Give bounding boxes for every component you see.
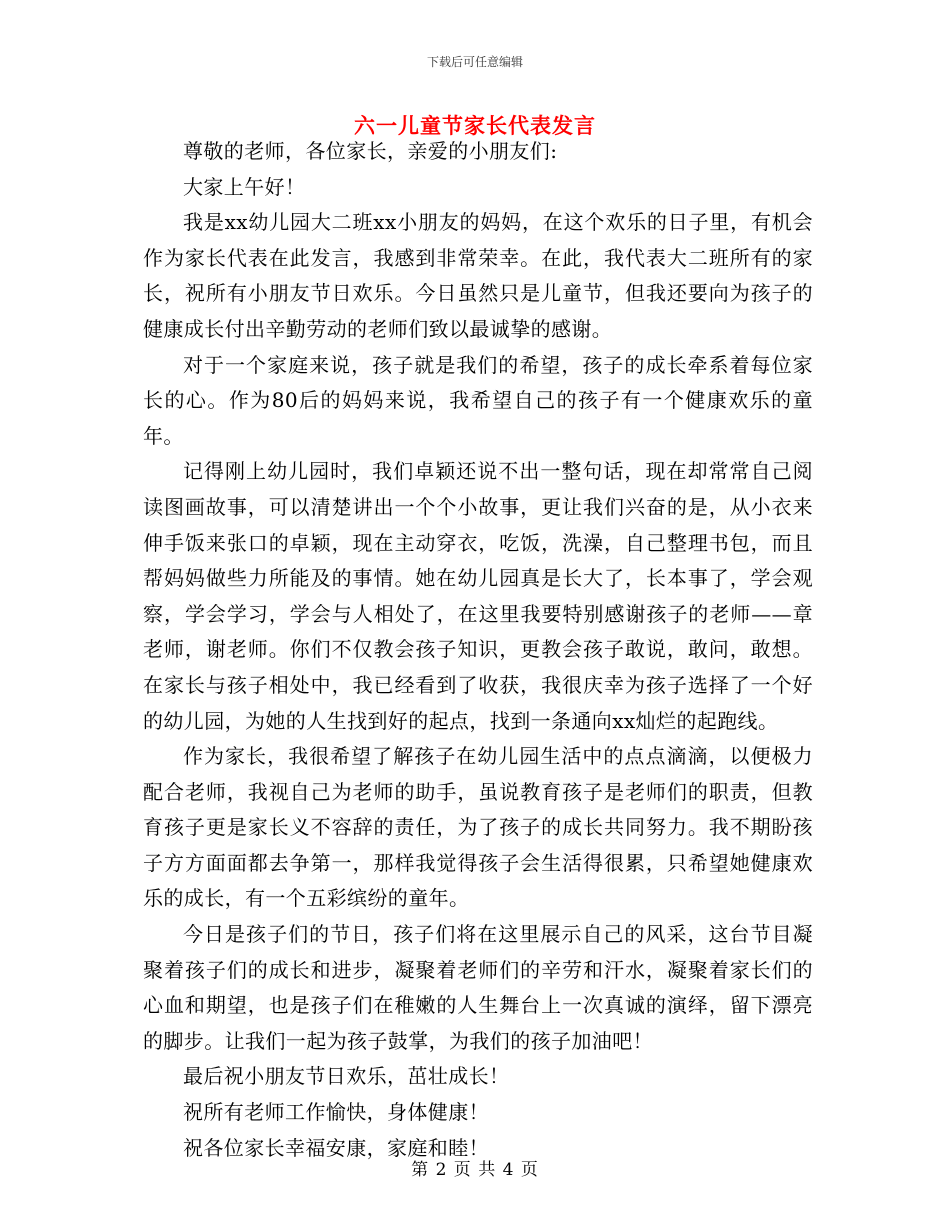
page-footer: 第 2 页 共 4 页 [411, 1160, 539, 1180]
document-title: 六一儿童节家长代表发言 [354, 114, 596, 138]
closing-wish-parents: 祝各位家长幸福安康，家庭和睦！ [183, 1135, 489, 1160]
family-paragraph: 对于一个家庭来说，孩子就是我们的希望，孩子的成长牵系着每位家长的心。作为80后的妈妈来说，我希望自己的孩子有一个健康欢乐的童年。 [143, 352, 813, 448]
festival-paragraph: 今日是孩子们的节日，孩子们将在这里展示自己的风采，这台节目凝聚着孩子们的成长和进步，凝聚着老师们的辛劳和汗水，凝聚着家长们的心血和期望，也是孩子们在稚嫩的人生舞台上一次真诚的演绎，留下漂亮的脚步。让我们一起为孩子鼓掌，为我们的孩子加油吧！ [143, 922, 813, 1053]
intro-paragraph: 我是xx幼儿园大二班xx小朋友的妈妈，在这个欢乐的日子里，有机会作为家长代表在此发言，我感到非常荣幸。在此，我代表大二班所有的家长，祝所有小朋友节日欢乐。今日虽然只是儿童节，但我还要向为孩子的健康成长付出辛勤劳动的老师们致以最诚挚的感谢。 [143, 210, 813, 341]
document-body [143, 134, 813, 1166]
parent-role-paragraph: 作为家长，我很希望了解孩子在幼儿园生活中的点点滴滴，以便极力配合老师，我视自己为老师的助手，虽说教育孩子是老师们的职责，但教育孩子更是家长义不容辞的责任，为了孩子的成长共同努力。我不期盼孩子方方面面都去争第一，那样我觉得孩子会生活得很累，只希望她健康欢乐的成长，有一个五彩缤纷的童年。 [143, 744, 813, 911]
closing-wish-teachers: 祝所有老师工作愉快，身体健康！ [183, 1100, 489, 1125]
salutation-paragraph: 大家上午好！ [183, 174, 306, 199]
memory-paragraph: 记得刚上幼儿园时，我们卓颖还说不出一整句话，现在却常常自己阅读图画故事，可以清楚讲出一个个小故事，更让我们兴奋的是，从小衣来伸手饭来张口的卓颖，现在主动穿衣，吃饭，洗澡，自己整理书包，而且帮妈妈做些力所能及的事情。她在幼儿园真是长大了，长本事了，学会观察，学会学习，学会与人相处了，在这里我要特别感谢孩子的老师——章老师，谢老师。你们不仅教会孩子知识，更教会孩子敢说，敢问，敢想。在家长与孩子相处中，我已经看到了收获，我很庆幸为孩子选择了一个好的幼儿园，为她的人生找到好的起点，找到一条通向xx灿烂的起跑线。 [143, 459, 813, 733]
header-note: 下载后可任意编辑 [426, 55, 523, 69]
greeting-paragraph: 尊敬的老师，各位家长，亲爱的小朋友们: [183, 139, 558, 163]
closing-wish-children: 最后祝小朋友节日欢乐，茁壮成长！ [183, 1064, 510, 1089]
